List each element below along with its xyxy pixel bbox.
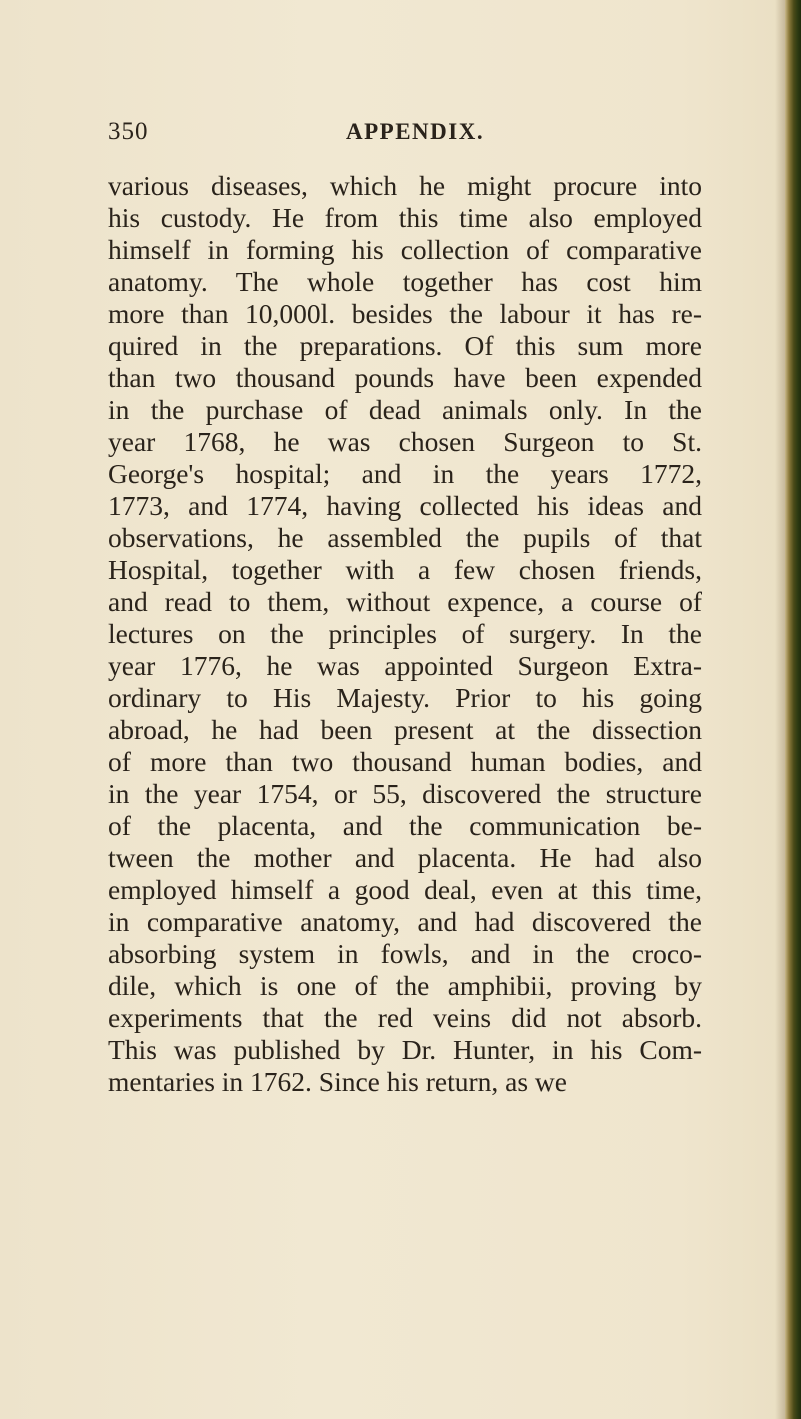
text-line: lectures on the principles of surgery. In the — [108, 618, 702, 649]
text-line: various diseases, which he might procure into — [108, 170, 702, 201]
text-line: more than 10,000l. besides the labour it has re- — [108, 298, 702, 329]
text-line: absorbing system in fowls, and in the croco- — [108, 938, 702, 969]
text-line: than two thousand pounds have been expended — [108, 362, 702, 393]
text-line: Hospital, together with a few chosen friends, — [108, 554, 702, 585]
text-line: in the year 1754, or 55, discovered the structure — [108, 778, 702, 809]
text-line: his custody. He from this time also employed — [108, 202, 702, 233]
text-line: experiments that the red veins did not absorb. — [108, 1002, 702, 1033]
page-header — [108, 118, 708, 158]
running-head: APPENDIX. — [346, 119, 485, 144]
text-line: year 1776, he was appointed Surgeon Extra- — [108, 650, 702, 681]
text-line: himself in forming his collection of comparative — [108, 234, 702, 265]
body-text — [108, 170, 702, 1098]
text-line: anatomy. The whole together has cost him — [108, 266, 702, 297]
text-line: mentaries in 1762. Since his return, as we — [108, 1066, 567, 1097]
text-line: George's hospital; and in the years 1772, — [108, 458, 702, 489]
page-number: 350 — [108, 118, 149, 145]
text-line: of more than two thousand human bodies, and — [108, 746, 702, 777]
text-line: quired in the preparations. Of this sum more — [108, 330, 702, 361]
text-line: year 1768, he was chosen Surgeon to St. — [108, 426, 702, 457]
book-spine-edge — [785, 0, 801, 1419]
text-line: ordinary to His Majesty. Prior to his going — [108, 682, 702, 713]
text-line: in the purchase of dead animals only. In the — [108, 394, 702, 425]
text-line: This was published by Dr. Hunter, in his Com- — [108, 1034, 702, 1065]
text-line: in comparative anatomy, and had discovered the — [108, 906, 702, 937]
text-line: dile, which is one of the amphibii, proving by — [108, 970, 702, 1001]
text-line: and read to them, without expence, a course of — [108, 586, 702, 617]
text-line: employed himself a good deal, even at this time, — [108, 874, 702, 905]
text-line: of the placenta, and the communication be- — [108, 810, 702, 841]
text-line: 1773, and 1774, having collected his ideas and — [108, 490, 702, 521]
text-line: observations, he assembled the pupils of that — [108, 522, 702, 553]
text-line: tween the mother and placenta. He had also — [108, 842, 702, 873]
text-line: abroad, he had been present at the dissection — [108, 714, 702, 745]
